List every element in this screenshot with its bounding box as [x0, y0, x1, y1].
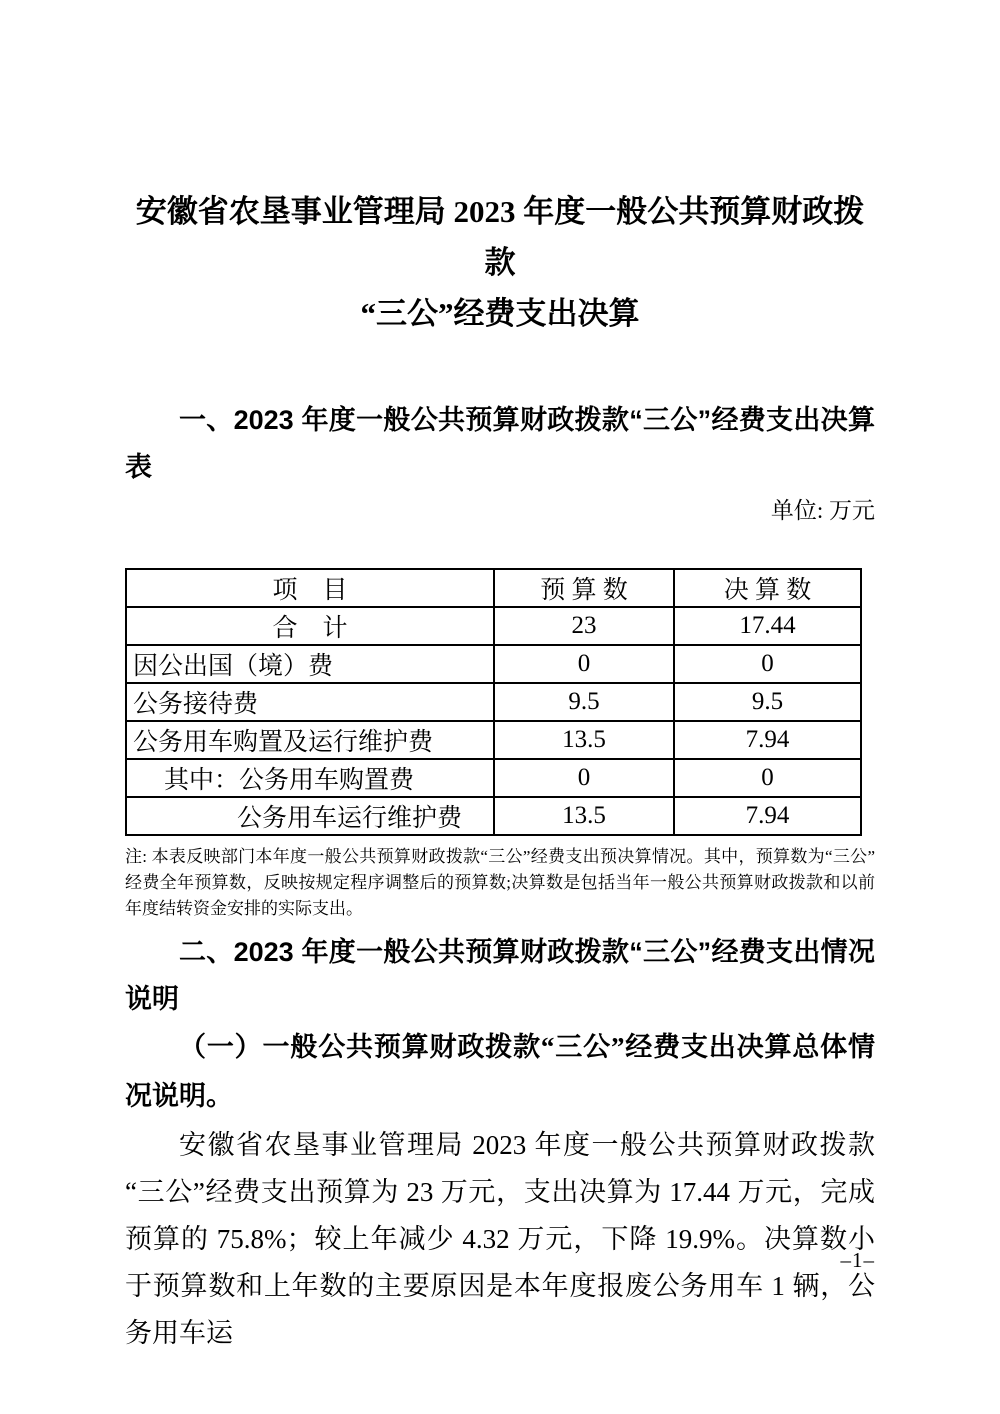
table-row-reception	[126, 683, 861, 721]
item-cell: 公务用车购置及运行维护费	[126, 721, 494, 759]
final-cell: 7.94	[674, 721, 861, 759]
unit-label: 单位: 万元	[770, 498, 875, 523]
budget-cell: 9.5	[494, 683, 674, 721]
budget-cell: 13.5	[494, 721, 674, 759]
budget-cell: 23	[494, 607, 674, 645]
table-row-vehicle-total	[126, 721, 861, 759]
section-one-heading: 一、2023 年度一般公共预算财政拨款“三公”经费支出决算表	[125, 405, 875, 482]
table-row-total	[126, 607, 861, 645]
budget-cell: 13.5	[494, 797, 674, 835]
table-header-row	[126, 569, 861, 607]
item-cell: 其中：公务用车购置费	[126, 759, 494, 797]
budget-table	[125, 568, 862, 836]
table-note: 注: 本表反映部门本年度一般公共预算财政拨款“三公”经费支出预决算情况。其中，预算数为“三公”经费全年预算数，反映按规定程序调整后的预算数;决算数是包括当年一般公共预算财政拨款和以前年度结转资金安排的实际支出。	[125, 847, 875, 918]
header-final: 决 算 数	[674, 569, 861, 607]
document-title-line-2: “三公”经费支出决算	[360, 296, 640, 331]
item-cell: 公务用车运行维护费	[126, 797, 494, 835]
body-paragraph: 安徽省农垦事业管理局 2023 年度一般公共预算财政拨款“三公”经费支出预算为 23 万元，支出决算为 17.44 万元，完成预算的 75.8%；较上年减少 4.32 万元，下降 19.9%。决算数小于预算数和上年数的主要原因是本年度报废公务用车 1 辆，公务用车运	[125, 1130, 875, 1348]
item-cell: 合 计	[126, 607, 494, 645]
table-row-vehicle-purchase	[126, 759, 861, 797]
page-content	[0, 186, 1000, 1357]
final-cell: 0	[674, 645, 861, 683]
final-cell: 7.94	[674, 797, 861, 835]
budget-cell: 0	[494, 645, 674, 683]
table-row-abroad	[126, 645, 861, 683]
item-cell: 公务接待费	[126, 683, 494, 721]
header-item: 项 目	[126, 569, 494, 607]
page-number: –1–	[840, 1248, 875, 1272]
item-cell: 因公出国（境）费	[126, 645, 494, 683]
header-budget: 预 算 数	[494, 569, 674, 607]
table-row-vehicle-operation	[126, 797, 861, 835]
final-cell: 17.44	[674, 607, 861, 645]
final-cell: 9.5	[674, 683, 861, 721]
section-two-heading: 二、2023 年度一般公共预算财政拨款“三公”经费支出情况说明	[125, 937, 875, 1014]
document-title	[125, 186, 875, 339]
subsection-one-heading: （一）一般公共预算财政拨款“三公”经费支出决算总体情况说明。	[125, 1032, 875, 1111]
final-cell: 0	[674, 759, 861, 797]
document-title-line-1: 安徽省农垦事业管理局 2023 年度一般公共预算财政拨款	[135, 194, 865, 280]
budget-cell: 0	[494, 759, 674, 797]
